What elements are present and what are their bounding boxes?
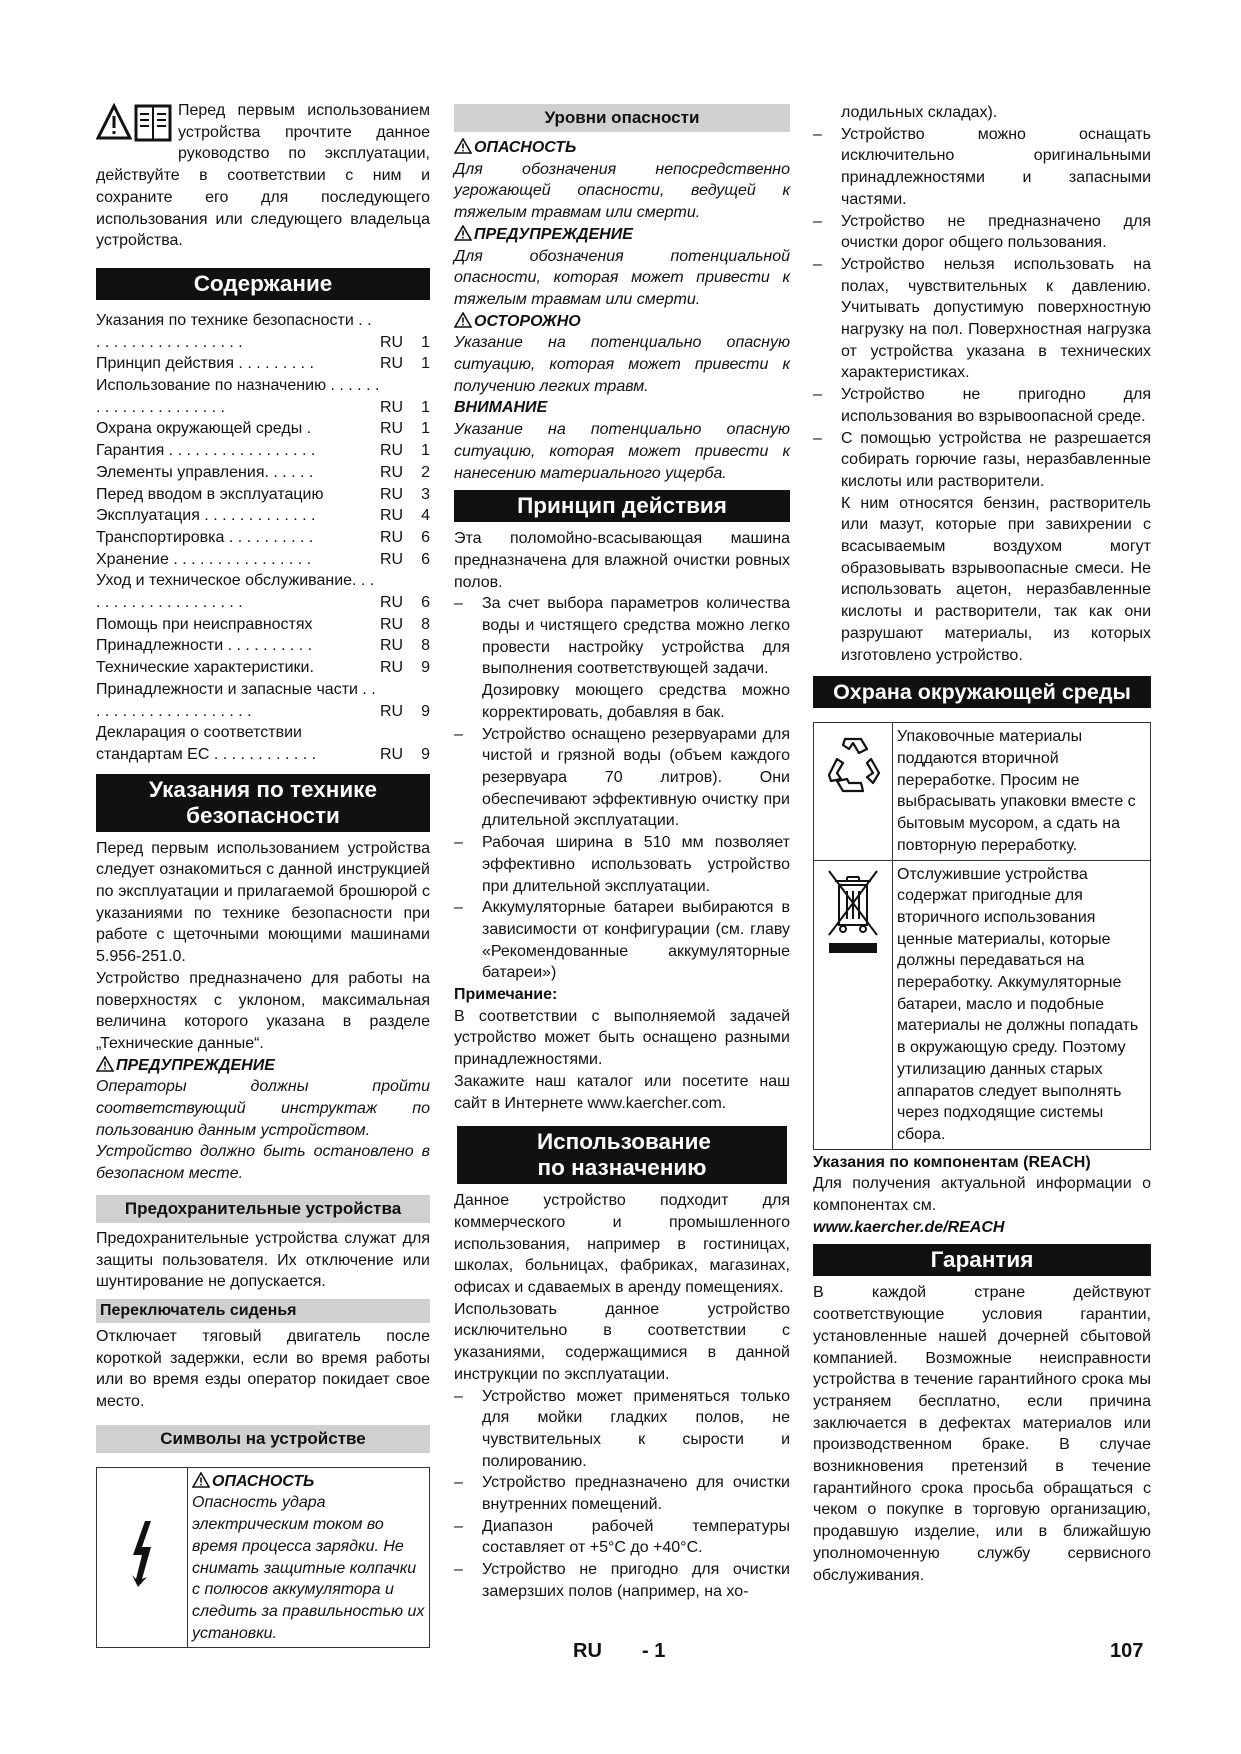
column-1 [96,100,430,1648]
toc-item[interactable]: Охрана окружающей среды . [96,420,312,438]
toc-item[interactable]: Эксплуатация . . . . . . . . . . . . . [96,507,316,525]
toc-item[interactable]: Технические характеристики. [96,659,314,677]
symbols-heading: Символы на устройстве [96,1425,430,1453]
symbol-danger-label: ОПАСНОСТЬ [192,1471,425,1493]
warning-icon [192,1472,210,1488]
list-item: – Рабочая ширина в 510 мм позволяет эффективно использовать устройство при длительной эксплуатации. [454,832,790,897]
lightning-icon [127,1519,157,1589]
list-item: – Устройство нельзя использовать на полах, чувствительных к давлению. Учитывать допустимую поверхностную нагрузку на пол. Поверхностная нагрузка от устройства указана в технических характеристиках. [813,254,1151,384]
list-item: – Аккумуляторные батареи выбираются в зависимости от конфигурации (см. главу «Рекомендованные аккумуляторные батареи») [454,897,790,984]
env-table [813,722,1151,1149]
column-2 [454,104,790,1603]
list-item: – Диапазон рабочей температуры составляет от +5°C до +40°C. [454,1516,790,1559]
toc-item[interactable]: Хранение . . . . . . . . . . . . . . . . [96,550,312,568]
notice-label: ВНИМАНИЕ [454,399,548,417]
reach-text: Для получения актуальной информации о компонентах см. [813,1175,1151,1215]
safety-heading: Указания по технике безопасности [96,774,430,832]
safety-warning-1: Операторы должны пройти соответствующий инструктаж по пользованию данным устройством. [96,1078,430,1139]
safety-devices-heading: Предохранительные устройства [96,1195,430,1223]
recycle-icon [821,733,885,797]
warning-text: Для обозначения потенциальной опасности, которая может привести к тяжелым травмам или смерти. [454,247,790,308]
toc-item[interactable]: Принцип действия . . . . . . . . . [96,355,314,373]
toc-item[interactable]: Перед вводом в эксплуатацию [96,485,324,503]
footer-lang: RU [573,1640,602,1662]
toc-item[interactable]: Принадлежности . . . . . . . . . . [96,637,313,655]
symbols-table [96,1467,430,1649]
list-item: – Устройство не пригодно для использования во взрывоопасной среде. [813,384,1151,427]
toc-item[interactable]: Элементы управления. . . . . . [96,463,314,481]
list-item: – Устройство может применяться только для мойки гладких полов, не чувствительных к сырости и полированию. [454,1386,790,1473]
symbol-danger-text: Опасность удара электрическим током во время процесса зарядки. Не снимать защитные колпачки с полюсов аккумулятора и следить за правильностью их установки. [192,1494,425,1642]
packaging-text: Упаковочные материалы поддаются вторичной переработке. Просим не выбрасывать упаковки вместе с бытовым мусором, а сдать на повторную переработку. [897,728,1136,854]
seat-switch-heading: Переключатель сиденья [96,1299,430,1323]
safety-warning-2: Устройство должно быть остановлено в безопасном месте. [96,1143,430,1183]
list-item: – Устройство не пригодно для очистки замерзших полов (например, на хо- [454,1559,790,1602]
usage-heading: Использование по назначению [457,1126,787,1184]
usage-continuation: лодильных складах). [841,104,998,121]
reach-link[interactable]: www.kaercher.de/REACH [813,1218,1005,1236]
toc-item[interactable]: Указания по технике безопасности . . . . . . . . . . . . . . . . . . . [96,311,372,351]
usage-p2: Использовать данное устройство исключительно в соответствии с указаниями, содержащимися в данной инструкции по эксплуатации. [454,1300,790,1383]
usage-list [454,1386,790,1603]
levels-heading: Уровни опасности [454,104,790,132]
toc-item[interactable]: Транспортировка . . . . . . . . . . [96,528,314,546]
safety-warning-label: ПРЕДУПРЕЖДЕНИЕ [96,1055,430,1077]
usage-p1: Данное устройство подходит для коммерческого и промышленного использования, например в гостиницах, школах, больницах, фабриках, магазинах, офисах и сдаваемых в аренду помещениях. [454,1192,790,1297]
list-item: – Устройство можно оснащать исключительно оригинальными принадлежностями и запасными частями. [813,124,1151,211]
notice-text: Указание на потенциально опасную ситуацию, которая может привести к нанесению материального ущерба. [454,421,790,482]
warning-label: ПРЕДУПРЕЖДЕНИЕ [454,224,790,246]
toc-item[interactable]: Использование по назначению . . . . . . . . . . . . . . . . . . . . . [96,377,380,416]
warning-icon [454,225,472,241]
list-item: – Устройство предназначено для очистки внутренних помещений. [454,1472,790,1515]
warranty-text: В каждой стране действуют соответствующие условия гарантии, установленные нашей дочерней сбытовой компанией. Возможные неисправности устройства в течение гарантийного срока мы устраняем бесплатно, если причина заключается в дефектах материалов или производственном браке. В случае возникновения претензий в течение гарантийного срока просьба обращаться с чеком о покупке в торговую организацию, продавшую изделие, или в ближайшую уполномоченную службу сервисного обслуживания. [813,1284,1151,1584]
list-item: – Устройство оснащено резервуарами для чистой и грязной воды (объем каждого резервуара 70 литров). Они обеспечивают эффективную очистку при длительной эксплуатации. [454,724,790,833]
toc-item[interactable]: Принадлежности и запасные части . . . . . . . . . . . . . . . . . . . . [96,680,376,720]
column-3 [813,102,1151,1586]
safety-p2: Устройство предназначено для работы на поверхностях с уклоном, максимальная величина которого указана в разделе „Технические данные“. [96,969,430,1052]
danger-text: Для обозначения непосредственно угрожающей опасности, ведущей к тяжелым травмам или смерти. [454,160,790,222]
list-item: – С помощью устройства не разрешается собирать горючие газы, неразбавленные кислоты или растворители. К ним относятся бензин, растворитель или мазут, которые при завихрении с всасываемым воздухом могут образовывать взрывоопасные смеси. Не использовать ацетон, неразбавленные кислоты и растворители, так как они разрушают материалы, из которых изготовлено устройство. [813,428,1151,667]
seat-switch-text: Отключает тяговый двигатель после короткой задержки, если во время работы или во время езды оператор покидает свое место. [96,1327,430,1411]
crossed-bin-icon [823,867,883,957]
warranty-heading: Гарантия [813,1244,1151,1276]
toc-item[interactable]: Декларация о соответствии стандартам ЕС . . . . . . . . . . . . [96,724,317,763]
usage-list-cont [813,124,1151,667]
list-item: – Устройство не предназначено для очистки дорог общего пользования. [813,211,1151,254]
principle-heading: Принцип действия [454,490,790,522]
warning-icon [454,138,472,154]
caution-label: ОСТОРОЖНО [454,311,790,333]
caution-text: Указание на потенциально опасную ситуацию, которая может привести к получению легких травм. [454,334,790,395]
toc-item[interactable]: Уход и техническое обслуживание. . . . . . . . . . . . . . . . . . . . [96,572,375,612]
list-item: – За счет выбора параметров количества воды и чистящего средства можно легко провести настройку устройства для выполнения соответствующей задачи. Дозировку моющего средства можно корректировать, добавляя в бак. [454,593,790,723]
warning-book-icon [96,100,176,144]
principle-intro: Эта поломойно-всасывающая машина предназначена для влажной очистки ровных полов. [454,530,790,591]
note-text-1: В соответствии с выполняемой задачей устройство может быть оснащено разными принадлежностями. [454,1007,790,1069]
principle-list [454,593,790,984]
toc-item[interactable]: Гарантия . . . . . . . . . . . . . . . . . [96,442,316,460]
footer-page: - 1 [642,1640,666,1662]
old-devices-text: Отслужившие устройства содержат пригодные для вторичного использования ценные материалы, которые должны передаваться на переработку. Аккумуляторные батареи, масло и подобные материалы не должны попадать в окружающую среду. Поэтому утилизацию данных старых аппаратов следует выполнять через подходящие системы сбора. [897,865,1139,1143]
intro-text: Перед первым использованием устройства прочтите данное руководство по эксплуатации, действуйте в соответствии с ним и сохраните его для последующего использования или следующего владельца устройства. [96,102,430,250]
table-of-contents: Указания по технике безопасности . . . . . . . . . . . . . . . . . . . RU 1 Принцип действия . . . . . . . . . RU 1 Использование по назначению . . . . . . . . . . . . . . . . . . . . . RU 1 Охрана окружающей среды . RU 1 Гарантия . . . . . . . . . . . . . . . . . RU 1 Элементы управления. . . . . . RU 2 Перед вводом в эксплуатацию RU 3 Эксплуатация . . . . . . . . . . . . . RU 4 Транспортировка . . . . . . . . . . RU 6 Хранение . . . . . . . . . . . . . . . . RU 6 Уход и техническое обслуживание. . . . . . . . . . . . . . . . . . . . RU 6 Помощь при неисправностях RU 8 Принадлежности . . . . . . . . . . RU 8 Технические характеристики. RU 9 Принадлежности и запасные части . . . . . . . . . . . . . . . . . . . . RU 9 Декларация о соответствии стандартам ЕС . . . . . . . . . . . . RU 9 [96,310,430,766]
note-text-2: Закажите наш каталог или посетите наш сайт в Интернете www.kaercher.com. [454,1072,790,1112]
note-label: Примечание: [454,986,558,1004]
reach-heading: Указания по компонентам (REACH) [813,1153,1091,1171]
warning-icon [96,1056,114,1072]
intro-icons [96,100,178,146]
warning-icon [454,312,472,328]
safety-devices-text: Предохранительные устройства служат для защиты пользователя. Их отключение или шунтирование не допускается. [96,1229,430,1291]
env-heading: Охрана окружающей среды [813,676,1151,708]
toc-heading: Содержание [96,268,430,300]
intro-block [96,100,430,252]
toc-item[interactable]: Помощь при неисправностях [96,615,313,633]
footer-page-number: 107 [1110,1640,1144,1662]
safety-p1: Перед первым использованием устройства следует ознакомиться с данной инструкцией по эксплуатации и прилагаемой брошюрой с указаниями по технике безопасности при работе с щеточными моющими машинами 5.956-251.0. [96,839,430,966]
danger-label: ОПАСНОСТЬ [454,137,790,159]
